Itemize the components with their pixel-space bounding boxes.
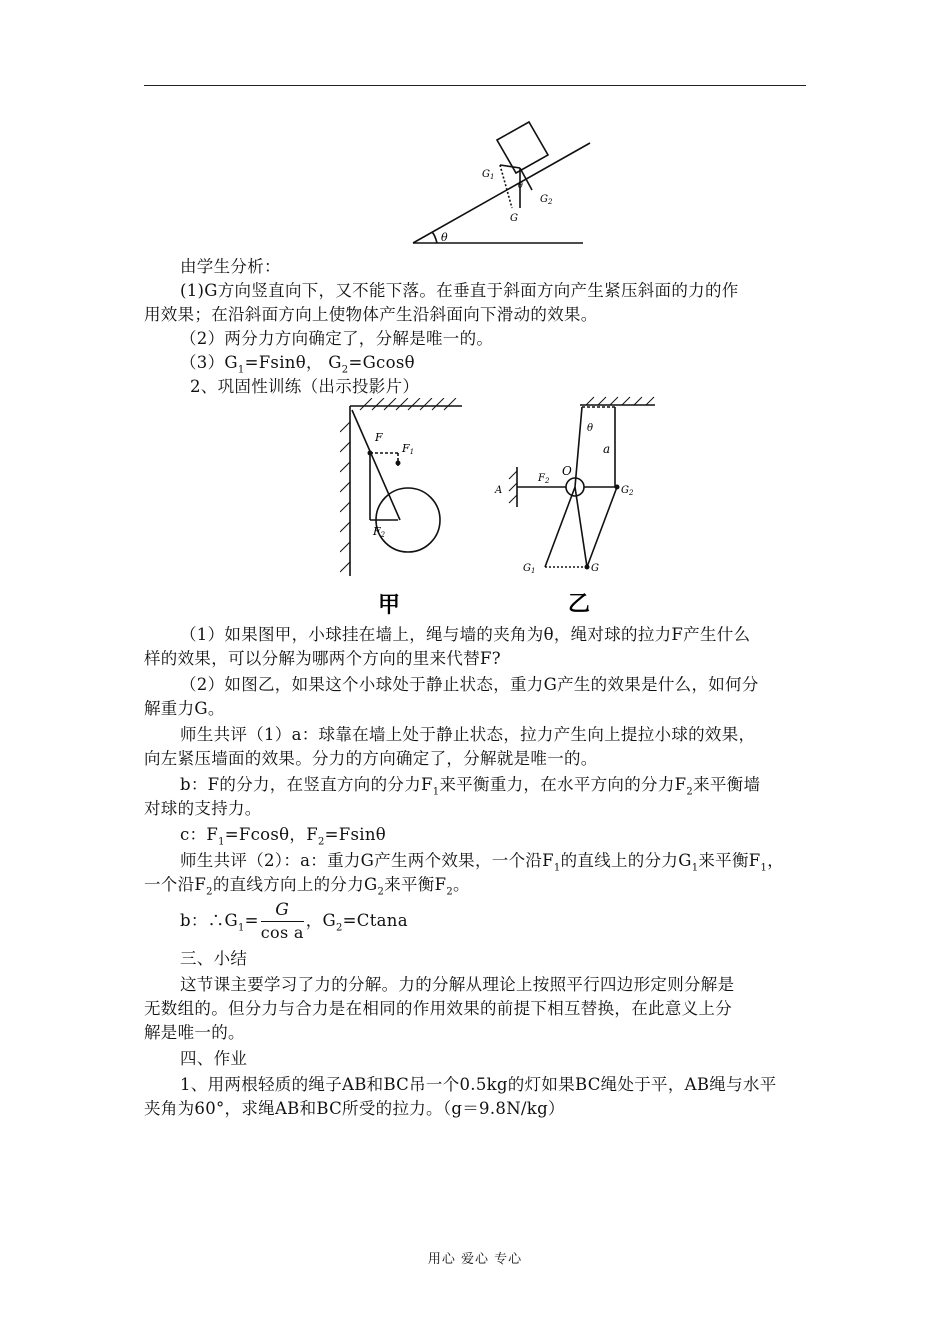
text-line: $(3)G_1=Fsin\theta$， $G_2=Gcos\theta$ xyxy=(180,353,415,376)
text-line: 2、巩固性训练（出示投影片） xyxy=(190,377,420,396)
text-line: （2）如图乙，如果这个小球处于静止状态，重力G产生的效果是什么，如何分 xyxy=(180,675,759,694)
formula-line: b：$\therefore G_1=$ $\frac{G}{\text{cos a}}$ ，$G_2=Ctana$ xyxy=(180,900,408,942)
f2-label: F2 xyxy=(373,525,386,539)
page-footer: 用心 爱心 专心 xyxy=(427,1252,523,1267)
text-line: （1）如果图甲，小球挂在墙上，绳与墙的夹角为θ，绳对球的拉力F产生什么 xyxy=(180,625,751,644)
caption-jia: 甲 xyxy=(378,593,401,618)
text-line: （2）两分力方向确定了，分解是唯一的。 xyxy=(180,329,494,348)
text-line: 对球的支持力。 xyxy=(144,799,262,818)
section-heading: 四、作业 xyxy=(180,1049,248,1068)
text-line: 这节课主要学习了力的分解。力的分解从理论上按照平行四边形定则分解是 xyxy=(180,975,735,994)
text-line: 向左紧压墙面的效果。分力的方向确定了，分解就是唯一的。 xyxy=(144,749,598,768)
text-line: (1)G方向竖直向下，又不能下落。在垂直于斜面方向产生紧压斜面的力的作 xyxy=(180,281,739,300)
header-rule xyxy=(144,85,806,86)
text-line: 夹角为60°，求绳AB和BC所受的拉力。（g＝9.8N/kg） xyxy=(144,1099,565,1118)
text-line: 1、用两根轻质的绳子AB和BC吊一个0.5kg的灯如果BC绳处于平，AB绳与水平 xyxy=(180,1075,777,1094)
section-heading: 三、小结 xyxy=(180,949,248,968)
g2-label: $G_2$ xyxy=(621,485,634,497)
wall-a-label: A xyxy=(495,485,503,496)
figure-yi xyxy=(490,395,665,620)
text-line: c：$F_1=Fcos\theta$，$F_2=Fsin\theta$ xyxy=(180,825,387,848)
text-line: 一个沿$F_2$的直线方向上的分力$G_2$来平衡$F_2$。 xyxy=(144,875,470,898)
caption-yi: 乙 xyxy=(568,592,591,617)
g-label: G xyxy=(591,563,599,574)
text-line: 解是唯一的。 xyxy=(144,1023,245,1042)
text-line: 样的效果，可以分解为哪两个方向的里来代替F? xyxy=(144,649,501,668)
text-line: 师生共评（2）：a：重力G产生两个效果，一个沿$F_1$的直线上的分力$G_1$来平衡$F_1$， xyxy=(180,851,784,874)
f-label: F xyxy=(375,431,383,444)
g-label: G xyxy=(510,213,518,224)
o-label: O xyxy=(562,464,572,478)
g1-label: $G_1$ xyxy=(523,563,536,575)
g1-label: $G_1$ xyxy=(482,169,495,181)
g2-label: $G_2$ xyxy=(540,194,553,206)
fraction: $\frac{G}{\text{cos a}}$ xyxy=(260,900,304,942)
a-label: a xyxy=(603,442,611,456)
text-line: 解重力G。 xyxy=(144,699,225,718)
theta-small-label: θ xyxy=(518,181,523,190)
text-line: 师生共评（1）a：球靠在墙上处于静止状态，拉力产生向上提拉小球的效果， xyxy=(180,725,756,744)
f1-label: F1 xyxy=(402,442,415,456)
figure-jia xyxy=(340,398,470,620)
theta-label: θ xyxy=(441,231,448,244)
text-line: 由学生分析： xyxy=(180,257,281,276)
theta-label: θ xyxy=(587,423,594,434)
text-line: 无数组的。但分力与合力是在相同的作用效果的前提下相互替换，在此意义上分 xyxy=(144,999,732,1018)
text-line: 用效果；在沿斜面方向上使物体产生沿斜面向下滑动的效果。 xyxy=(144,305,598,324)
f2-label: $F_2$ xyxy=(538,473,550,485)
incline-figure xyxy=(405,120,595,250)
text-line: b：F的分力，在竖直方向的分力$F_1$来平衡重力，在水平方向的分力$F_2$来平衡墙 xyxy=(180,775,761,798)
